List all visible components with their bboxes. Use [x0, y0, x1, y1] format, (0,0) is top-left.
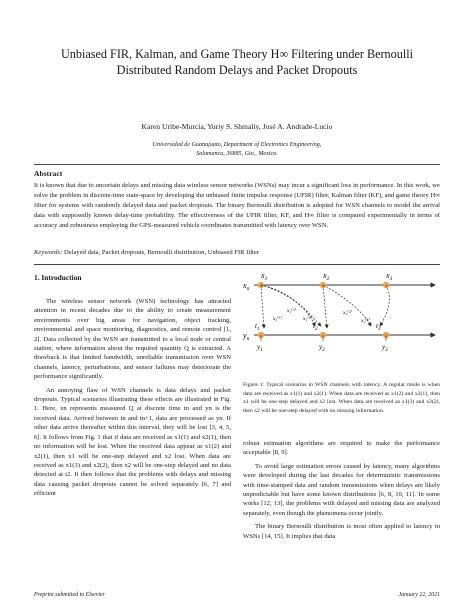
- figure-1-caption: Figure 1: Typical scenarios in WSN channels with latency. A regular mode is when data are received as x1(1) and x2(1). When data are received as x1(2) and x2(1), then x1 will be one-step delayed and x2 lost. When data are received as x1(3) and x2(2), then x2 will be one-step delayed with no missing information.: [243, 382, 440, 414]
- label-t2: $t_2$: [313, 322, 318, 332]
- label-y3: $y_3$: [382, 343, 388, 353]
- intro-paragraph-2: An annoying flaw of WSN channels is data delays and packet dropouts. Typical scenarios illustrating these effects are illustrated in Fig. 1. Here, xn represents measured Q at discrete time tn and yn is the received data. Arrived between tn and tn+1, data are processed as yn. If other data arrive thereafter within this interval, they will be lost [3, 4, 5, 6]. It follows from Fig. 1 that if data are received as x1(1) and x2(1), then no information will be lost. When the received data appear as x1(2) and x2(1), then x1 will be one-step delayed and x2 lost. When data are received as x1(3) and x2(2), then x2 will be one-step delayed and no data detected at t2. It then follows that the problems with delays and missing data causing packet dropouts cannot be solved separately [6, 7] and efficient: [34, 386, 231, 498]
- annot-x2-2: x₂⁽²⁾: [343, 310, 352, 316]
- left-column: [34, 297, 231, 499]
- label-t1: $t_1$: [255, 322, 260, 332]
- keywords-label: Keywords:: [34, 249, 63, 256]
- divider-top: [34, 164, 440, 165]
- section-heading-introduction: 1. Introduction: [34, 273, 82, 282]
- label-t3: $t_3$: [376, 322, 381, 332]
- abstract-heading: Abstract: [34, 169, 63, 178]
- annot-x1-1: x₁⁽¹⁾: [273, 316, 282, 322]
- label-y1: $y_1$: [257, 343, 263, 353]
- footer-right: January 22, 2021: [398, 592, 440, 598]
- arrow-x1-1: [261, 285, 264, 328]
- right-paragraph-3: The binary Bernoulli distribution is most often applied to latency in WSNs [14, 15]. It implies that data: [243, 523, 440, 540]
- label-x1: $x_1$: [261, 271, 268, 282]
- annot-x1-3: x₁⁽³⁾: [303, 316, 312, 322]
- annot-x2-1: x₂⁽¹⁾: [361, 318, 370, 324]
- affiliation-line-2: Salamanca, 36885, Gto., Mexico.: [196, 151, 278, 157]
- label-xn: $x_n$: [243, 281, 250, 292]
- affiliation-line-1: Universidad de Guanajuato, Department of Electronics Engineering,: [152, 142, 322, 148]
- footer-left: Preprint submitted to Elsevier: [34, 592, 105, 598]
- annot-x1-2: x₁⁽²⁾: [287, 308, 296, 314]
- label-y2: $y_2$: [319, 343, 325, 353]
- right-paragraph-2: To avoid large estimation errors caused by latency, many algorithms were developed during the last decades for deterministic transmissions with time-stamped data and random transmissions when delays are likely unpredictable but have some known distributions [6, 8, 10, 11]. In some works [12, 13], the problems with delayed and missing data are analyzed separately, even though the phenomena occur jointly.: [243, 462, 440, 517]
- arrow-x3: [380, 285, 389, 326]
- label-yn: $y_n$: [243, 331, 250, 342]
- label-x2: $x_2$: [323, 271, 330, 282]
- right-column: [243, 439, 440, 541]
- arrow-x2-1: [323, 285, 327, 328]
- keywords: [34, 249, 440, 256]
- authors: Karen Uribe-Murcia, Yuriy S. Shmaliy, José A. Andrade-Lucio: [141, 122, 333, 131]
- intro-paragraph-1: The wireless sensor network (WSN) technology has attracted attention in recent decades due to the ability to create measurement environments over big areas for navigation, object tracking, environmental and space monitoring, diagnostics, and remote control [1, 2]. Data collected by the WSN are transmitted to a local node or central station, where information about the required quantity Q is extracted. A drawback is that limited bandwidth, unreliable transmission over WSN channels, latency, perturbations, and sensor failures may deteriorate the performance significantly.: [34, 298, 231, 381]
- keywords-text: Delayed data, Packet dropouts, Bernoulli distribution, Unbiased FIR filter: [63, 249, 260, 256]
- right-paragraph-1: robust estimation algorithms are required to make the performance acceptable [8, 9].: [243, 440, 440, 457]
- title-line-2: Distributed Random Delays and Packet Dropouts: [116, 63, 358, 77]
- paper-title: [30, 46, 444, 78]
- divider-bottom: [34, 264, 440, 265]
- label-x3: $x_3$: [386, 271, 393, 282]
- affiliation: [30, 141, 444, 159]
- title-line-1: Unbiased FIR, Kalman, and Game Theory H∞ Filtering under Bernoulli: [60, 47, 413, 61]
- figure-1-diagram: [243, 268, 440, 378]
- abstract-text: It is known that due to uncertain delays and missing data wireless sensor networks (WSNs) may incur a significant loss in performance. In this work, we solve the problem in discrete-time state-space by developing the unbiased finite impulse response (UFIR) filter, Kalman filter (KF), and game theory H∞ filter for systems with randomly delayed data and packet dropouts. The binary Bernoulli distribution is adopted for WSN channels to model the arrival data with supposedly known delay-time probability. The effectiveness of the UFIR filter, KF, and H∞ filter is compared experimentally in terms of accuracy and robustness employing the GPS-measured vehicle coordinates transmitted with latency over WSN.: [34, 182, 440, 229]
